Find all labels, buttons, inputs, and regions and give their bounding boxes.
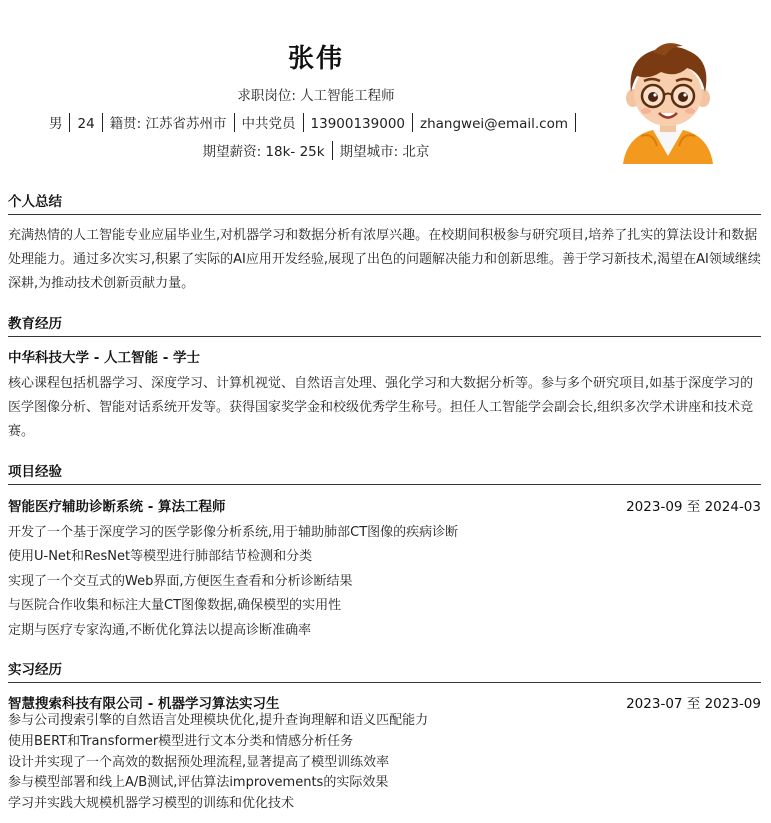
divider	[102, 113, 103, 132]
section-title-projects: 项目经验	[8, 460, 761, 485]
list-item: 设计并实现了一个高效的数据预处理流程,显著提高了模型训练效率	[8, 754, 390, 770]
expected-city: 期望城市: 北京	[339, 144, 430, 160]
project-heading-row	[8, 495, 761, 515]
internship-heading-row	[8, 692, 761, 712]
candidate-name: 张伟	[287, 44, 344, 74]
internship-list	[8, 711, 762, 815]
email: zhangwei@email.com	[420, 116, 568, 132]
project-list	[8, 521, 762, 643]
project-heading: 智能医疗辅助诊断系统 - 算法工程师	[8, 499, 226, 515]
list-item: 与医院合作收集和标注大量CT图像数据,确保模型的实用性	[8, 598, 342, 614]
divider	[234, 113, 235, 132]
list-item: 参与公司搜索引擎的自然语言处理模块优化,提升查询理解和语义匹配能力	[8, 713, 429, 728]
education-text: 核心课程包括机器学习、深度学习、计算机视觉、自然语言处理、强化学习和大数据分析等。参与多个研究项目,如基于深度学习的医学图像分析、智能对话系统开发等。获得国家奖学金和校级优秀学生称号。担任人工智能学会副会长,组织多次学术讲座和技术竞赛。	[8, 376, 754, 439]
job-target: 求职岗位: 人工智能工程师	[237, 88, 395, 104]
gender: 男	[48, 116, 63, 132]
hometown: 籍贯: 江苏省苏州市	[109, 116, 227, 132]
project-date: 2023-09 至 2024-03	[626, 499, 761, 515]
personal-info-row	[0, 112, 632, 132]
expectation-row	[0, 140, 632, 160]
expected-salary: 期望薪资: 18k- 25k	[202, 144, 325, 160]
internship-heading: 智慧搜索科技有限公司 - 机器学习算法实习生	[8, 696, 280, 712]
divider	[332, 141, 333, 160]
list-item: 实现了一个交互式的Web界面,方便医生查看和分析诊断结果	[8, 573, 353, 589]
avatar	[613, 36, 723, 164]
age: 24	[77, 116, 95, 132]
section-title-summary: 个人总结	[8, 190, 761, 215]
internship-date: 2023-07 至 2023-09	[626, 696, 761, 712]
resume-header	[0, 0, 771, 180]
divider	[575, 113, 576, 132]
summary-text: 充满热情的人工智能专业应届毕业生,对机器学习和数据分析有浓厚兴趣。在校期间积极参与研究项目,培养了扎实的算法设计和数据处理能力。通过多次实习,积累了实际的AI应用开发经验,展现了出色的问题解决能力和创新思维。善于学习新技术,渴望在AI领域继续深耕,为推动技术创新贡献力量。	[8, 228, 761, 291]
divider	[303, 113, 304, 132]
education-heading: 中华科技大学 - 人工智能 - 学士	[8, 350, 201, 366]
list-item: 使用BERT和Transformer模型进行文本分类和情感分析任务	[8, 733, 354, 749]
political-status: 中共党员	[241, 116, 296, 132]
list-item: 学习并实践大规模机器学习模型的训练和优化技术	[8, 796, 295, 812]
section-title-education: 教育经历	[8, 312, 761, 337]
list-item: 使用U-Net和ResNet等模型进行肺部结节检测和分类	[8, 549, 313, 565]
divider	[412, 113, 413, 132]
phone: 13900139000	[310, 116, 405, 132]
list-item: 参与模型部署和线上A/B测试,评估算法improvements的实际效果	[8, 775, 389, 791]
list-item: 定期与医疗专家沟通,不断优化算法以提高诊断准确率	[8, 622, 312, 638]
divider	[69, 113, 70, 132]
list-item: 开发了一个基于深度学习的医学影像分析系统,用于辅助肺部CT图像的疾病诊断	[8, 525, 459, 540]
section-title-internship: 实习经历	[8, 658, 761, 683]
